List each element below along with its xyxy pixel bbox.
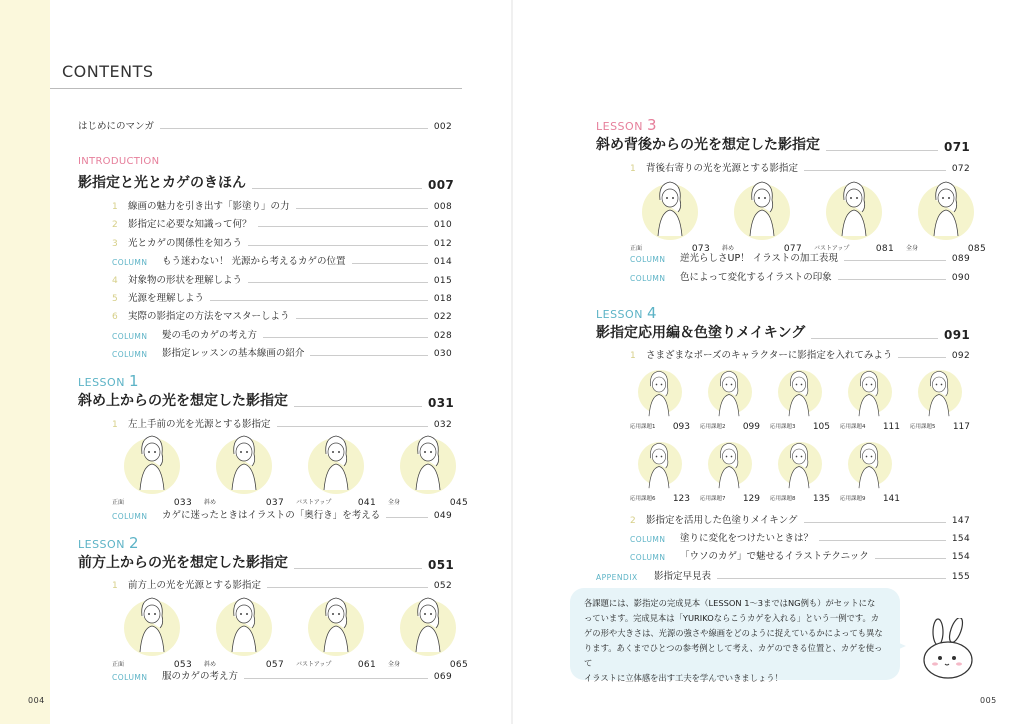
illustration-thumbnail[interactable] — [388, 594, 468, 670]
page-number: 154 — [951, 552, 970, 562]
character-sketch-icon — [134, 594, 170, 652]
illustration-thumbnail[interactable] — [296, 432, 376, 508]
figure-page-number: 061 — [357, 660, 376, 670]
toc-label: 「ウソのカゲ」で魅せるイラストテクニック — [680, 551, 869, 562]
folio-right: 005 — [980, 696, 997, 705]
leader-line — [352, 263, 428, 264]
illustration-thumbnail[interactable] — [700, 438, 760, 504]
contents-heading: CONTENTS — [62, 62, 154, 81]
leader-line — [819, 540, 946, 541]
introduction-tag: INTRODUCTION — [78, 156, 160, 167]
character-sketch-icon — [644, 366, 674, 418]
character-sketch-icon — [410, 594, 446, 652]
toc-row[interactable] — [112, 290, 452, 304]
figure-page-number: 111 — [882, 422, 900, 432]
character-sketch-icon — [854, 438, 884, 490]
column-tag: COLUMN — [112, 258, 148, 268]
page-number: 018 — [433, 294, 452, 304]
toc-row-lesson3-item[interactable]: 1 背後右寄りの光を光源とする影指定 072 — [630, 163, 970, 174]
toc-row[interactable] — [112, 235, 452, 249]
page-number: 015 — [433, 275, 452, 286]
figure-caption: バストアップ — [814, 245, 850, 252]
illustration-thumbnail[interactable] — [630, 438, 690, 504]
figure-caption: 応用課題8 — [770, 496, 796, 502]
illustration-thumbnail[interactable] — [204, 432, 284, 508]
leader-line — [263, 337, 428, 338]
illustration-thumbnail[interactable] — [630, 366, 690, 432]
lesson4-tag: LESSON 4 — [596, 304, 657, 322]
column-tag: COLUMN — [630, 553, 666, 562]
character-sketch-icon — [410, 432, 446, 490]
toc-label: 髪の毛のカゲの考え方 — [162, 329, 258, 341]
toc-row-lesson1-title[interactable]: 斜め上からの光を想定した影指定 031 — [78, 393, 454, 410]
figure-page-number: 037 — [265, 498, 284, 508]
page-number: 154 — [951, 534, 970, 544]
section-number: 6 — [112, 312, 118, 323]
figure-page-number: 081 — [875, 244, 894, 254]
figure-page-number: 129 — [742, 494, 760, 504]
toc-label: もう迷わない！ 光源から考えるカゲの位置 — [162, 256, 346, 268]
illustration-thumbnail[interactable] — [112, 432, 192, 508]
toc-label: 影指定レッスンの基本線画の紹介 — [162, 348, 305, 360]
toc-label: 影指定に必要な知識って何？ — [128, 219, 252, 231]
column-tag: COLUMN — [112, 350, 148, 360]
toc-row[interactable] — [630, 512, 970, 526]
illustration-thumbnail[interactable] — [388, 432, 468, 508]
figure-page-number: 141 — [882, 494, 900, 504]
section-number: 2 — [630, 516, 636, 526]
toc-row[interactable] — [112, 198, 452, 212]
figure-caption: 応用課題4 — [840, 424, 866, 430]
section-number: 4 — [112, 275, 118, 286]
toc-label: 光とカゲの関係性を知ろう — [128, 237, 243, 249]
section-number: 2 — [112, 220, 118, 231]
toc-label: 線画の魅力を引き出す「影塗り」の力 — [128, 201, 290, 212]
toc-row-lesson2-item[interactable]: 1 前方上の光を光源とする影指定 052 — [112, 580, 452, 591]
leader-line — [296, 318, 428, 319]
leader-line — [875, 558, 946, 559]
leader-line — [258, 226, 428, 227]
toc-row[interactable] — [112, 345, 452, 359]
figure-caption: 斜め — [722, 245, 735, 252]
lesson2-tag: LESSON 2 — [78, 534, 139, 552]
figure-caption: バストアップ — [296, 661, 332, 668]
toc-label: 対象物の形状を理解しよう — [128, 274, 243, 286]
figure-page-number: 085 — [967, 244, 986, 254]
figure-page-number: 041 — [357, 498, 376, 508]
character-sketch-icon — [134, 432, 170, 490]
figure-caption: 応用課題1 — [630, 424, 656, 430]
toc-label: 光源を理解しよう — [128, 293, 205, 304]
page-number: 010 — [433, 220, 452, 231]
figure-caption: 斜め — [204, 661, 217, 668]
figure-page-number: 077 — [783, 244, 802, 254]
character-sketch-icon — [836, 178, 872, 236]
toc-row[interactable] — [630, 548, 970, 562]
figure-page-number: 093 — [672, 422, 690, 432]
toc-row-lesson4-title[interactable]: 影指定応用編＆色塗りメイキング 091 — [596, 325, 970, 342]
folio-left: 004 — [28, 696, 45, 705]
toc-row[interactable] — [112, 216, 452, 230]
illustration-thumbnail[interactable] — [770, 438, 830, 504]
illustration-thumbnail[interactable] — [112, 594, 192, 670]
section-number: 1 — [112, 202, 118, 212]
figure-caption: 正面 — [630, 245, 643, 252]
figure-caption: 全身 — [388, 661, 401, 668]
toc-row[interactable] — [630, 530, 970, 544]
illustration-thumbnail[interactable] — [910, 366, 970, 432]
figure-caption: バストアップ — [296, 499, 332, 506]
figure-caption: 応用課題9 — [840, 496, 866, 502]
figure-page-number: 117 — [952, 422, 970, 432]
character-sketch-icon — [318, 432, 354, 490]
character-sketch-icon — [784, 366, 814, 418]
page-number: 012 — [433, 238, 452, 249]
figure-caption: 応用課題5 — [910, 424, 936, 430]
figure-page-number: 033 — [173, 498, 192, 508]
illustration-thumbnail[interactable] — [722, 178, 802, 254]
character-sketch-icon — [714, 438, 744, 490]
lesson3-tag: LESSON 3 — [596, 116, 657, 134]
figure-page-number: 065 — [449, 660, 468, 670]
heading-underline — [50, 88, 462, 89]
figure-page-number: 073 — [691, 244, 710, 254]
illustration-thumbnail[interactable] — [700, 366, 760, 432]
section-number: 3 — [112, 238, 118, 249]
toc-row-lesson3-column2[interactable]: COLUMN 色によって変化するイラストの印象 090 — [630, 272, 970, 283]
leader-line — [804, 522, 946, 523]
character-sketch-icon — [714, 366, 744, 418]
page-gutter — [511, 0, 513, 724]
toc-row-lesson4-item[interactable]: 1 さまざまなポーズのキャラクターに影指定を入れてみよう 092 — [630, 350, 970, 361]
leader-line — [248, 282, 428, 283]
character-sketch-icon — [928, 178, 964, 236]
leader-line — [296, 208, 428, 209]
figure-page-number: 053 — [173, 660, 192, 670]
toc-label: 実際の影指定の方法をマスターしよう — [128, 311, 290, 323]
page-number: 030 — [433, 349, 452, 360]
character-sketch-icon — [644, 438, 674, 490]
column-tag: COLUMN — [630, 535, 666, 544]
toc-row-lesson3-column1[interactable]: COLUMN 逆光らしさUP！ イラストの加工表現 089 — [630, 253, 970, 264]
toc-row-lesson1-column[interactable]: COLUMN カゲに迷ったときはイラストの「奥行き」を考える 049 — [112, 510, 452, 521]
toc-row[interactable] — [112, 272, 452, 286]
illustration-thumbnail[interactable] — [204, 594, 284, 670]
figure-caption: 全身 — [906, 245, 919, 252]
lesson1-tag: LESSON 1 — [78, 372, 139, 390]
figure-page-number: 135 — [812, 494, 830, 504]
section-number: 5 — [112, 294, 118, 304]
figure-page-number: 057 — [265, 660, 284, 670]
figure-page-number: 105 — [812, 422, 830, 432]
illustration-thumbnail[interactable] — [840, 366, 900, 432]
left-margin-band — [0, 0, 50, 724]
figure-caption: 全身 — [388, 499, 401, 506]
figure-caption: 応用課題7 — [700, 496, 726, 502]
rabbit-mascot-icon — [918, 618, 978, 680]
page-number: 014 — [433, 257, 452, 268]
illustration-thumbnail[interactable] — [770, 366, 830, 432]
figure-caption: 応用課題6 — [630, 496, 656, 502]
note-bubble-tail — [892, 640, 906, 652]
page-number: 022 — [433, 312, 452, 323]
toc-row[interactable] — [112, 327, 452, 341]
toc-row-lesson3-title[interactable]: 斜め背後からの光を想定した影指定 071 — [596, 137, 970, 154]
toc-row[interactable] — [112, 253, 452, 267]
illustration-thumbnail[interactable] — [906, 178, 986, 254]
character-sketch-icon — [744, 178, 780, 236]
page-number: 028 — [433, 330, 452, 341]
figure-caption: 正面 — [112, 499, 125, 506]
leader-line — [310, 355, 428, 356]
character-sketch-icon — [318, 594, 354, 652]
character-sketch-icon — [924, 366, 954, 418]
figure-caption: 応用課題2 — [700, 424, 726, 430]
illustration-thumbnail[interactable] — [814, 178, 894, 254]
toc-row-lesson1-item[interactable]: 1 左上手前の光を光源とする影指定 032 — [112, 419, 452, 430]
illustration-thumbnail[interactable] — [630, 178, 710, 254]
column-tag: COLUMN — [112, 331, 148, 341]
leader-line — [248, 245, 428, 246]
figure-page-number: 123 — [672, 494, 690, 504]
toc-row-lesson2-column[interactable]: COLUMN 服のカゲの考え方 069 — [112, 671, 452, 682]
character-sketch-icon — [854, 366, 884, 418]
page-number: 008 — [433, 202, 452, 212]
character-sketch-icon — [226, 432, 262, 490]
toc-label: 影指定を活用した色塗りメイキング — [646, 515, 798, 526]
character-sketch-icon — [784, 438, 814, 490]
character-sketch-icon — [226, 594, 262, 652]
toc-row-intro-title[interactable]: 影指定と光とカゲのきほん 007 — [78, 175, 454, 192]
leader-line — [210, 300, 428, 301]
illustration-thumbnail[interactable] — [840, 438, 900, 504]
figure-page-number: 045 — [449, 498, 468, 508]
character-sketch-icon — [652, 178, 688, 236]
toc-row[interactable] — [112, 308, 452, 322]
toc-row-appendix[interactable]: APPENDIX 影指定早見表 155 — [596, 571, 970, 582]
toc-label: 塗りに変化をつけたいときは？ — [680, 533, 814, 544]
note-bubble: 各課題には、影指定の完成見本（LESSON 1〜3まではNG例も）がセットにな っています。完成見本は「YURIKOならこうカゲを入れる」という一例です。カ ゲの形や大きさは、光源の強さや線画をどのように捉えているかによっても異な ります。あくまでひとつの参考例として考え、カゲのできる位置と、カゲを使って イラストに立体感を出す工夫を学んでいきましょう！ — [570, 588, 900, 680]
figure-caption: 正面 — [112, 661, 125, 668]
figure-caption: 斜め — [204, 499, 217, 506]
toc-row-manga[interactable]: はじめにのマンガ 002 — [78, 121, 452, 132]
illustration-thumbnail[interactable] — [296, 594, 376, 670]
page-number: 147 — [951, 516, 970, 526]
toc-row-lesson2-title[interactable]: 前方上からの光を想定した影指定 051 — [78, 555, 454, 572]
figure-page-number: 099 — [742, 422, 760, 432]
figure-caption: 応用課題3 — [770, 424, 796, 430]
